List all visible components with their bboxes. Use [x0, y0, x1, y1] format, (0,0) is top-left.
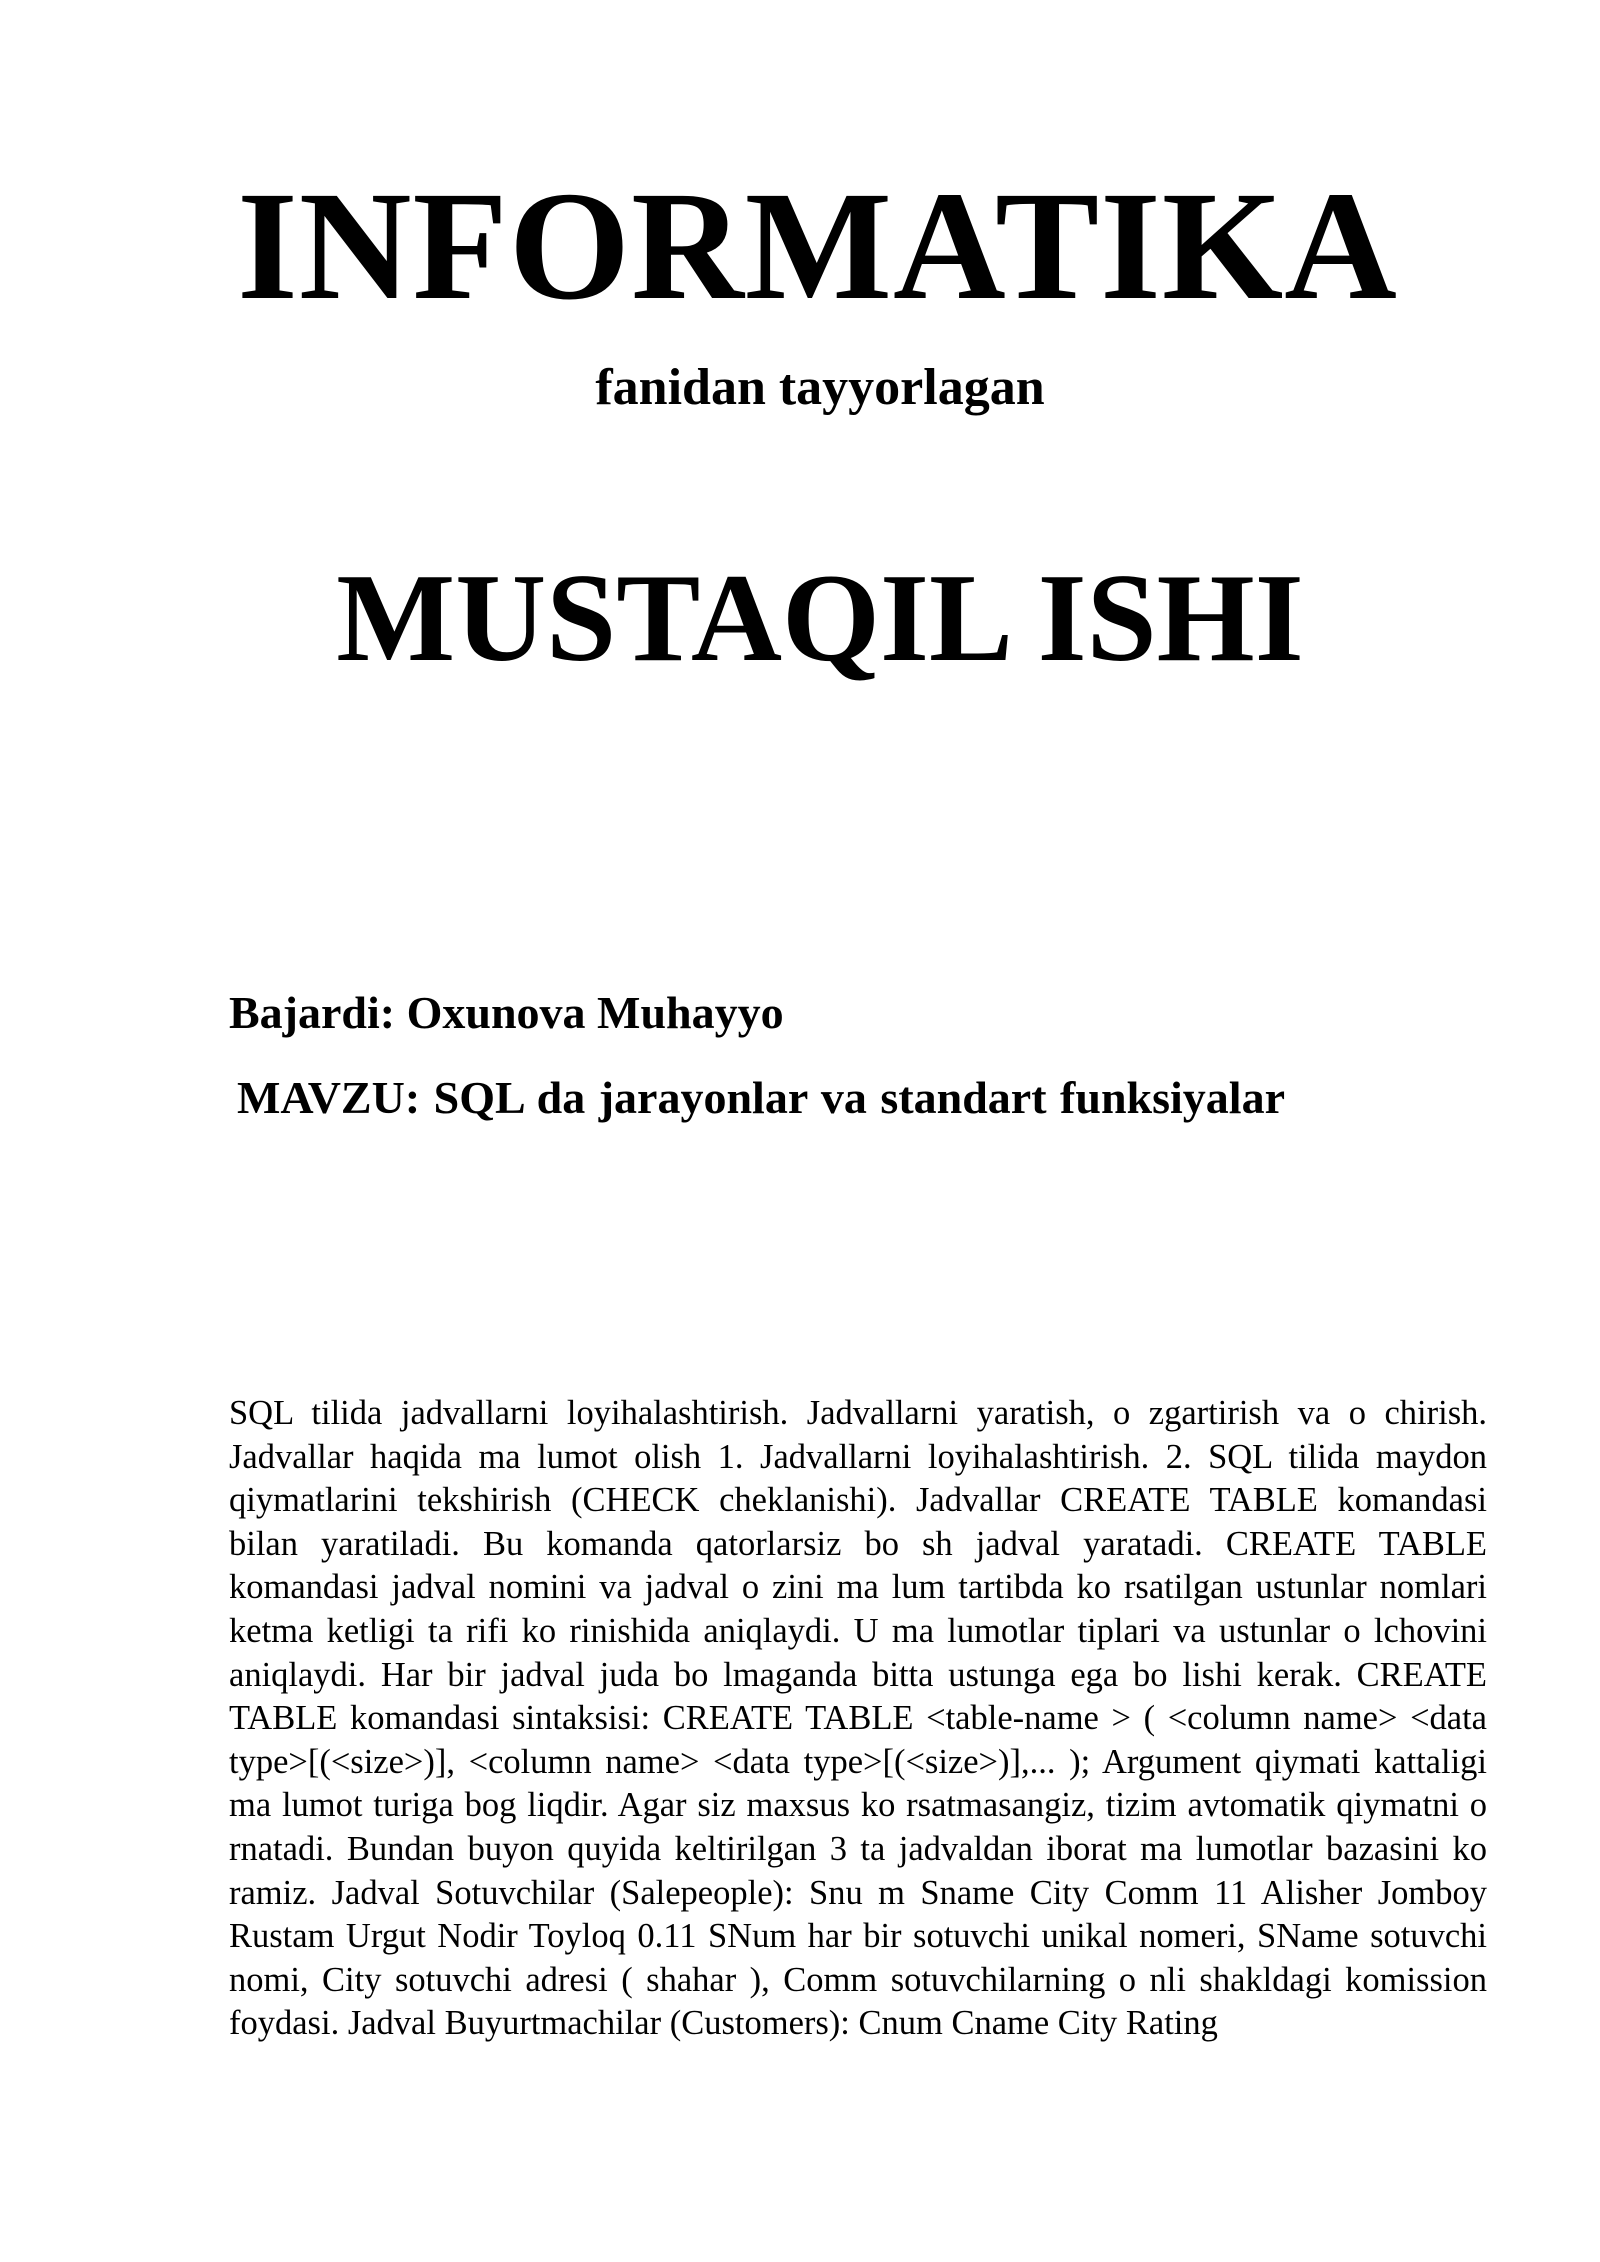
topic-line: MAVZU: SQL da jarayonlar va standart funksiyalar	[237, 1072, 1285, 1123]
body-paragraph: SQL tilida jadvallarni loyihalashtirish. Jadvallarni yaratish, o zgartirish va o chirish. Jadvallar haqida ma lumot olish 1. Jadvallarni loyihalashtirish. 2. SQL tilida maydon qiymatlarini tekshirish (CHECK cheklanishi). Jadvallar CREATE TABLE komandasi bilan yaratiladi. Bu komanda qatorlarsiz bo sh jadval yaratadi. CREATE TABLE komandasi jadval nomini va jadval o zini ma lum tartibda ko rsatilgan ustunlar nomlari ketma ketligi ta rifi ko rinishida aniqlaydi. U ma lumotlar tiplari va ustunlar o lchovini aniqlaydi. Har bir jadval juda bo lmaganda bitta ustunga ega bo lishi kerak. CREATE TABLE komandasi sintaksisi: CREATE TABLE <table-name > ( <column name> <data type>[(<size>)], <column name> <data type>[(<size>)],... ); Argument qiymati kattaligi ma lumot turiga bog liqdir. Agar siz maxsus ko rsatmasangiz, tizim avtomatik qiymatni o rnatadi. Bundan buyon quyida keltirilgan 3 ta jadvaldan iborat ma lumotlar bazasini ko ramiz. Jadval Sotuvchilar (Salepeople): Snu m Sname City Comm 11 Alisher Jomboy Rustam Urgut Nodir Toyloq 0.11 SNum har bir sotuvchi unikal nomeri, SName sotuvchi nomi, City sotuvchi adresi ( shahar ), Comm sotuvchilarning o nli shakldagi komission foydasi. Jadval Buyurtmachilar (Customers): Cnum Cname City Rating	[229, 1394, 1487, 2043]
document-subtitle: fanidan tayyorlagan	[595, 359, 1045, 416]
document-title: INFORMATIKA	[237, 159, 1398, 332]
author-line: Bajardi: Oxunova Muhayyo	[229, 987, 784, 1038]
work-type-heading: MUSTAQIL ISHI	[336, 549, 1304, 688]
